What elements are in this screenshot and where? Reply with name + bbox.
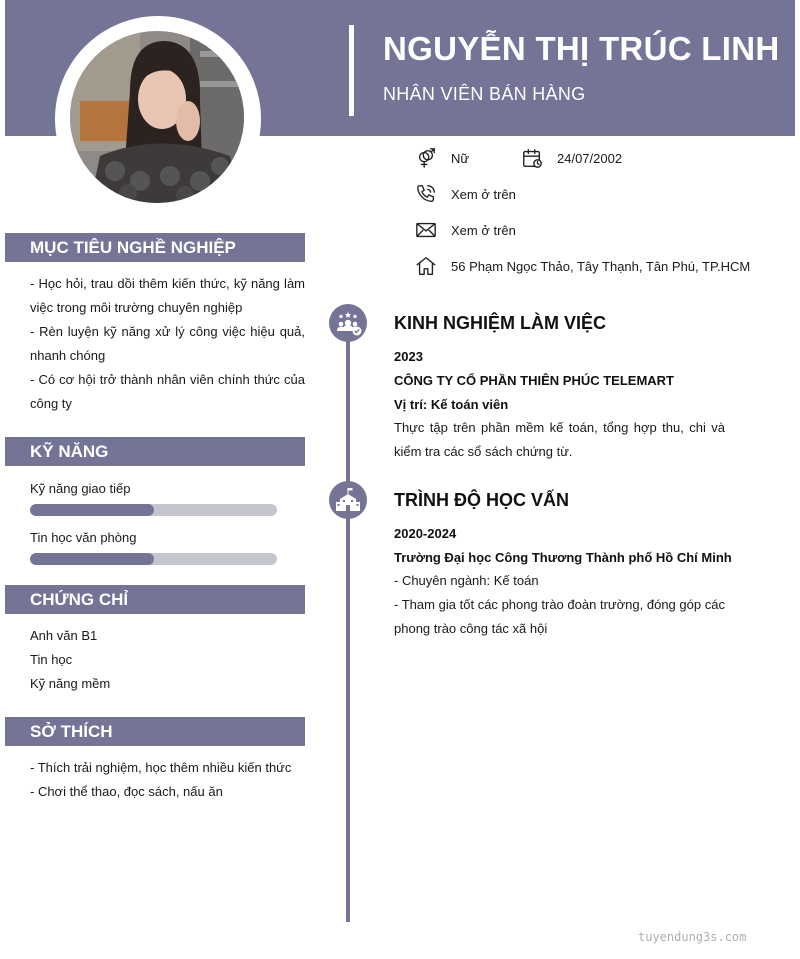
section-certificates-title: CHỨNG CHỈ <box>5 585 305 614</box>
experience-position: Vị trí: Kế toán viên <box>394 397 509 412</box>
skill-bar <box>30 553 277 565</box>
phone-value: Xem ở trên <box>451 186 516 202</box>
timeline-line <box>346 305 350 922</box>
hobby-item: - Thích trải nghiệm, học thêm nhiều kiến thức <box>30 760 292 775</box>
contact-birthday <box>521 146 622 170</box>
certificate-item: Anh văn B1 <box>30 628 98 643</box>
contact-gender <box>415 146 469 170</box>
objective-item: - Học hỏi, trau dồi thêm kiến thức, kỹ năng làm việc trong môi trường chuyên nghiệp <box>30 276 305 315</box>
experience-title: KINH NGHIỆM LÀM VIỆC <box>394 313 607 333</box>
section-skills-title: KỸ NĂNG <box>5 437 305 466</box>
phone-icon <box>415 183 437 205</box>
team-star-icon <box>329 304 367 342</box>
contact-address <box>415 254 750 278</box>
gender-value: Nữ <box>451 150 470 166</box>
watermark: tuyendung3s.com <box>638 930 747 944</box>
experience-badge <box>329 304 367 342</box>
experience-company: CÔNG TY CỔ PHẦN THIÊN PHÚC TELEMART <box>394 373 674 388</box>
calendar-icon <box>521 147 543 169</box>
profile-photo <box>70 31 244 203</box>
experience-year: 2023 <box>394 349 423 364</box>
education-years: 2020-2024 <box>394 526 457 541</box>
education-item: - Tham gia tốt các phong trào đoàn trường, đóng góp các phong trào công tác xã hội <box>394 597 725 636</box>
address-value: 56 Phạm Ngọc Thảo, Tây Thạnh, Tân Phú, TP.HCM <box>451 258 751 274</box>
birthday-value: 24/07/2002 <box>557 150 623 166</box>
education-item: - Chuyên ngành: Kế toán <box>394 573 539 588</box>
hobby-item: - Chơi thể thao, đọc sách, nấu ăn <box>30 784 223 799</box>
experience-description: Thực tập trên phần mềm kế toán, tổng hợp thu, chi và kiểm tra các sổ sách chứng từ. <box>394 420 725 459</box>
job-title: NHÂN VIÊN BÁN HÀNG <box>383 84 586 104</box>
objective-list <box>30 272 305 416</box>
contact-email <box>415 218 516 242</box>
hobbies-list <box>30 756 305 804</box>
skill-name: Tin học văn phòng <box>30 530 137 545</box>
education-badge <box>329 481 367 519</box>
envelope-icon <box>415 219 437 241</box>
school-icon <box>329 481 367 519</box>
home-icon <box>415 255 437 277</box>
certificates-list <box>30 624 305 696</box>
objective-item: - Có cơ hội trở thành nhân viên chính thức của công ty <box>30 372 305 411</box>
education-list <box>394 569 725 641</box>
email-value: Xem ở trên <box>451 222 516 238</box>
skill-name: Kỹ năng giao tiếp <box>30 481 131 496</box>
education-title: TRÌNH ĐỘ HỌC VẤN <box>394 490 569 510</box>
skill-bar-fill <box>30 504 154 516</box>
section-objective-title: MỤC TIÊU NGHỀ NGHIỆP <box>5 233 305 262</box>
certificate-item: Kỹ năng mềm <box>30 676 111 691</box>
skill-bar <box>30 504 277 516</box>
section-hobbies-title: SỞ THÍCH <box>5 717 305 746</box>
experience-description-block <box>394 416 725 464</box>
certificate-item: Tin học <box>30 652 73 667</box>
candidate-name: NGUYỄN THỊ TRÚC LINH <box>383 30 780 67</box>
gender-icon <box>415 147 437 169</box>
education-school: Trường Đại học Công Thương Thành phố Hồ Chí Minh <box>394 550 732 565</box>
objective-item: - Rèn luyện kỹ năng xử lý công việc hiệu quả, nhanh chóng <box>30 324 305 363</box>
header-divider <box>349 25 354 116</box>
skill-bar-fill <box>30 553 154 565</box>
contact-phone <box>415 182 516 206</box>
